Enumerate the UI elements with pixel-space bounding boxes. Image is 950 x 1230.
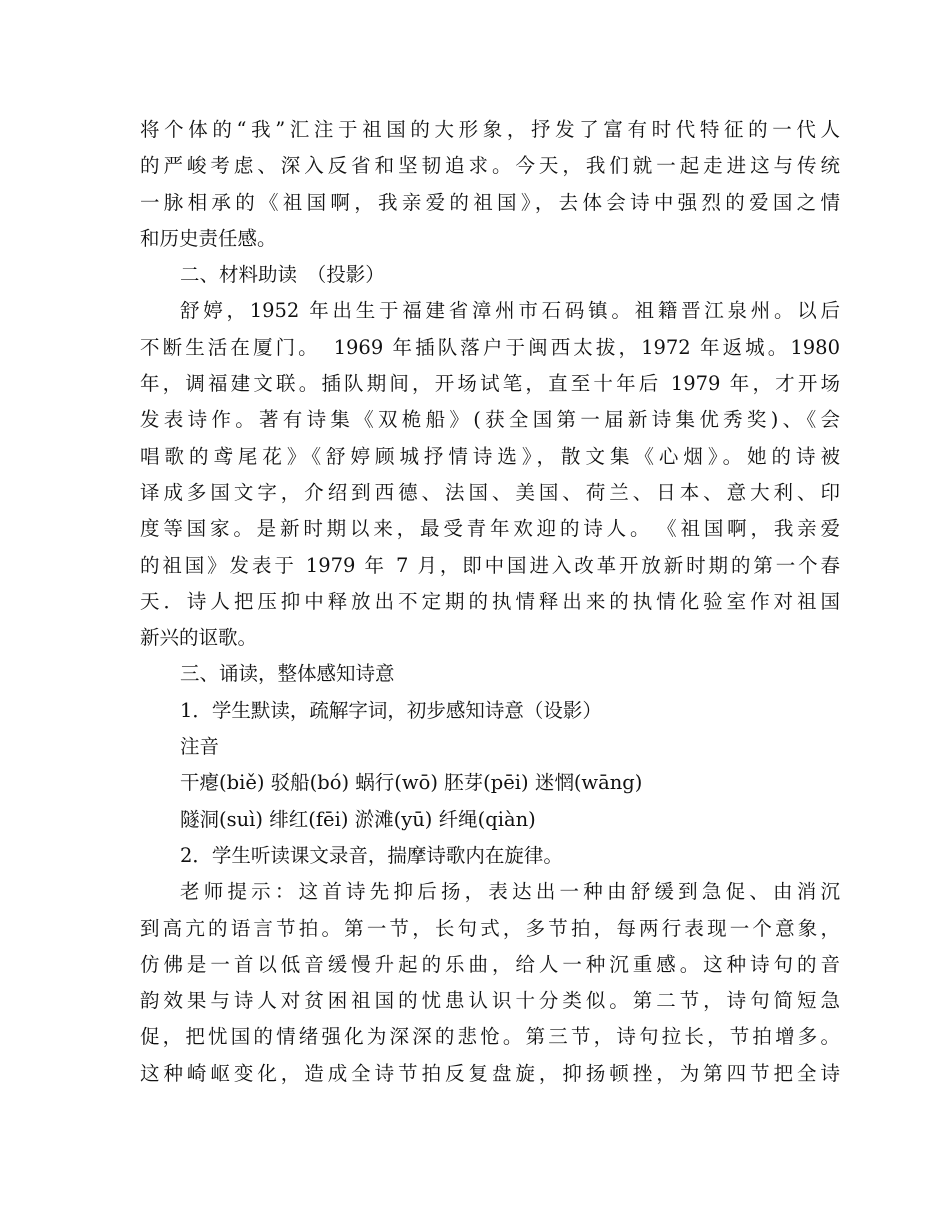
text-line: 发表诗作。著有诗集《双桅船》(获全国第一届新诗集优秀奖)、《会: [140, 408, 840, 432]
text-line: 促，把忧国的情绪强化为深深的悲怆。第三节，诗句拉长，节拍增多。: [140, 1025, 840, 1049]
text-line: 的严峻考虑、深入反省和坚韧追求。今天，我们就一起走进这与传统: [140, 154, 840, 178]
list-item: 2．学生听读课文录音，揣摩诗歌内在旋律。: [180, 843, 563, 867]
text-line: 不断生活在厦门。 1969 年插队落户于闽西太拔，1972 年返城。1980: [140, 335, 840, 359]
text-line: 老师提示：这首诗先抑后扬，表达出一种由舒缓到急促、由消沉: [180, 880, 840, 904]
text-line: 度等国家。是新时期以来，最受青年欢迎的诗人。 《祖国啊，我亲爱: [140, 517, 840, 541]
text-line: 天．诗人把压抑中释放出不定期的执情释出来的执情化验室作对祖国: [140, 589, 840, 613]
text-line: 唱歌的鸢尾花》《舒婷顾城抒情诗选》，散文集《心烟》。她的诗被: [140, 444, 840, 468]
text-line: 一脉相承的《祖国啊，我亲爱的祖国》，去体会诗中强烈的爱国之情: [140, 190, 840, 214]
list-item: 1．学生默读，疏解字词，初步感知诗意（设影）: [180, 698, 602, 722]
text-line: 的祖国》发表于 1979 年 7 月，即中国进入改革开放新时期的第一个春: [140, 553, 840, 577]
pinyin-line: 干瘪(biě) 驳船(bó) 蜗行(wō) 胚芽(pēi) 迷惘(wāng): [180, 771, 643, 795]
text-line: 年，调福建文联。插队期间，开场试笔，直至十年后 1979 年，才开场: [140, 372, 840, 396]
section-heading: 三、诵读，整体感知诗意: [180, 662, 395, 686]
text-line: 新兴的讴歌。: [140, 626, 258, 650]
text-line: 舒婷，1952 年出生于福建省漳州市石码镇。祖籍晋江泉州。以后: [180, 299, 840, 323]
document-body: [140, 112, 840, 1092]
text-line: 仿佛是一首以低音缓慢升起的乐曲，给人一种沉重感。这种诗句的音: [140, 952, 840, 976]
text-line: 将个体的“我”汇注于祖国的大形象，抒发了富有时代特征的一代人: [140, 118, 840, 141]
text-line: 这种崎岖变化，造成全诗节拍反复盘旋，抑扬顿挫，为第四节把全诗: [140, 1061, 840, 1085]
section-heading: 二、材料助读 （投影）: [180, 263, 385, 287]
subheading: 注音: [180, 735, 220, 759]
pinyin-line: 隧洞(suì) 绯红(fēi) 淤滩(yū) 纤绳(qiàn): [180, 807, 536, 831]
text-line: 到高亢的语言节拍。第一节，长句式，多节拍，每两行表现一个意象，: [140, 916, 840, 940]
text-line: 韵效果与诗人对贫困祖国的忧患认识十分类似。第二节，诗句简短急: [140, 989, 840, 1013]
text-line: 译成多国文字，介绍到西德、法国、美国、荷兰、日本、意大利、印: [140, 480, 840, 504]
text-line: 和历史责任感。: [140, 226, 277, 250]
